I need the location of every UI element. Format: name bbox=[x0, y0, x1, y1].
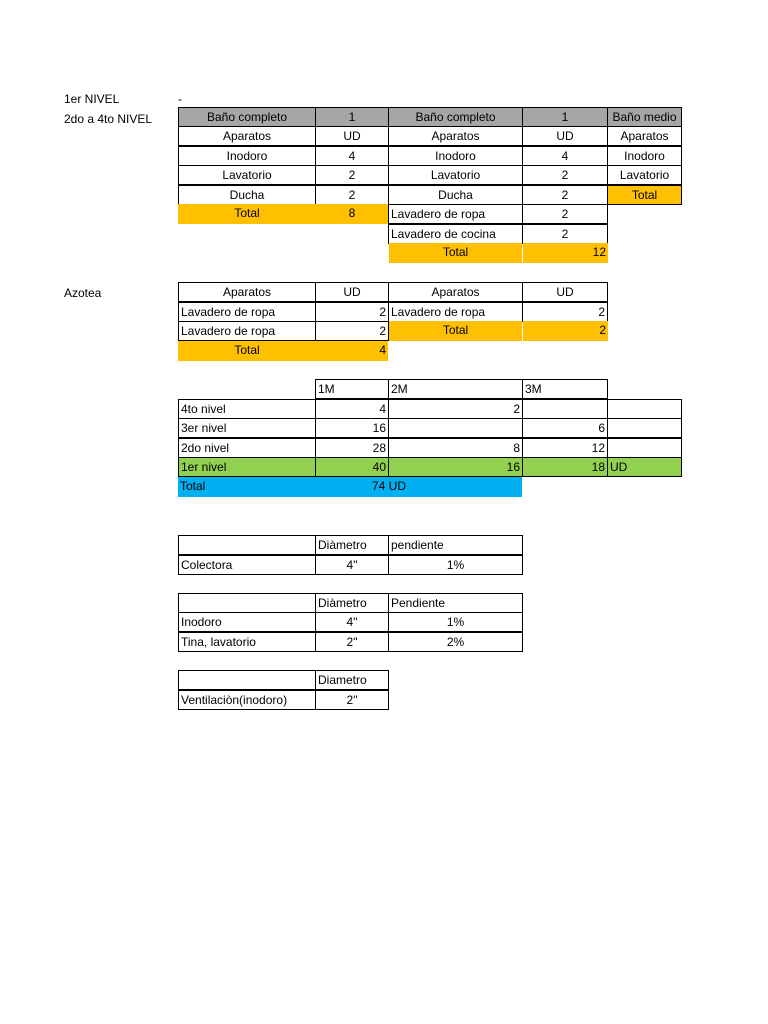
table-cell: 4" bbox=[315, 555, 389, 575]
table-cell: 2 bbox=[388, 399, 523, 419]
col-diametro: Diametro bbox=[315, 670, 389, 690]
total-value-b: 12 bbox=[523, 243, 608, 263]
table-cell bbox=[522, 399, 608, 419]
table-row-label: 4to nivel bbox=[178, 399, 316, 419]
table-row-label: Lavatorio bbox=[388, 165, 523, 185]
table-row-label: Ducha bbox=[388, 185, 523, 205]
table-row-label: Ventilaciòn(inodoro) bbox=[178, 690, 316, 710]
col-ud-b: UD bbox=[522, 126, 608, 146]
grand-total-label: Total bbox=[178, 477, 316, 497]
col-ud-a: UD bbox=[315, 126, 389, 146]
col-pendiente: Pendiente bbox=[388, 593, 523, 613]
table-row-label: Inodoro bbox=[388, 146, 523, 166]
total-label-b: Total bbox=[389, 321, 522, 341]
table-cell: 2" bbox=[315, 690, 389, 710]
table-row-label: 1er nivel bbox=[178, 457, 316, 477]
total-value-b: 2 bbox=[523, 321, 608, 341]
table-row-label: Lavadero de cocina bbox=[388, 224, 523, 244]
table-cell: 2% bbox=[388, 632, 523, 652]
levels-2-to-4-label: 2do a 4to NIVEL bbox=[64, 112, 153, 126]
table-row-label: Lavadero de ropa bbox=[388, 204, 523, 224]
grand-total-value-cell bbox=[316, 477, 522, 497]
col-header-3m: 3M bbox=[522, 379, 608, 399]
header-bano-completo-a: Baño completo bbox=[178, 107, 316, 127]
col-header-2m: 2M bbox=[388, 379, 523, 399]
table-cell-empty bbox=[607, 438, 682, 458]
col-aparatos-b: Aparatos bbox=[388, 282, 523, 302]
table-row-label: Inodoro bbox=[178, 612, 316, 632]
table-row-label: Lavadero de ropa bbox=[388, 302, 523, 322]
table-cell-empty bbox=[178, 670, 316, 690]
table-row-label: 2do nivel bbox=[178, 438, 316, 458]
table-row-value: 2 bbox=[522, 204, 608, 224]
dash-mark: - bbox=[178, 92, 182, 106]
header-bano-completo-b: Baño completo bbox=[388, 107, 523, 127]
table-row-value: 2 bbox=[522, 185, 608, 205]
table-row-value: 2 bbox=[315, 302, 389, 322]
table-cell: 16 bbox=[315, 418, 389, 438]
table-row-label: Lavadero de ropa bbox=[178, 302, 316, 322]
table-row-label: Lavatorio bbox=[178, 165, 316, 185]
header-qty-a: 1 bbox=[315, 107, 389, 127]
table-row-label: Inodoro bbox=[607, 146, 682, 166]
table-cell: 40 bbox=[315, 457, 389, 477]
table-row-value: 4 bbox=[315, 146, 389, 166]
col-aparatos-a: Aparatos bbox=[178, 126, 316, 146]
total-value-a: 8 bbox=[316, 204, 388, 224]
table-cell: 8 bbox=[388, 438, 523, 458]
table-cell-empty bbox=[178, 535, 316, 555]
unit-label: UD bbox=[607, 457, 682, 477]
level-1-label: 1er NIVEL bbox=[64, 92, 120, 106]
total-label-c: Total bbox=[607, 185, 682, 205]
table-cell: 1% bbox=[388, 555, 523, 575]
table-cell: 12 bbox=[522, 438, 608, 458]
table-row-label: 3er nivel bbox=[178, 418, 316, 438]
col-ud-b: UD bbox=[522, 282, 608, 302]
table-row-value: 2 bbox=[522, 224, 608, 244]
table-row-label: Ducha bbox=[178, 185, 316, 205]
table-cell: 4" bbox=[315, 612, 389, 632]
table-cell-empty bbox=[178, 593, 316, 613]
col-diametro: Diàmetro bbox=[315, 593, 389, 613]
table-row-label: Lavatorio bbox=[607, 165, 682, 185]
table-row-label: Inodoro bbox=[178, 146, 316, 166]
col-header-1m: 1M bbox=[315, 379, 389, 399]
total-label-a: Total bbox=[178, 204, 316, 224]
table-row-value: 2 bbox=[522, 165, 608, 185]
table-cell: 4 bbox=[315, 399, 389, 419]
table-cell: 1% bbox=[388, 612, 523, 632]
col-pendiente: pendiente bbox=[388, 535, 523, 555]
table-cell: 16 bbox=[388, 457, 523, 477]
header-qty-b: 1 bbox=[522, 107, 608, 127]
total-label-b: Total bbox=[389, 243, 522, 263]
table-cell: 6 bbox=[522, 418, 608, 438]
table-cell: 28 bbox=[315, 438, 389, 458]
table-row-value: 4 bbox=[522, 146, 608, 166]
table-cell-empty bbox=[607, 399, 682, 419]
table-row-value: 2 bbox=[315, 165, 389, 185]
table-cell bbox=[388, 418, 523, 438]
col-aparatos-b: Aparatos bbox=[388, 126, 523, 146]
col-diametro: Diàmetro bbox=[315, 535, 389, 555]
total-label-a: Total bbox=[178, 341, 316, 361]
col-aparatos-c: Aparatos bbox=[607, 126, 682, 146]
col-aparatos-a: Aparatos bbox=[178, 282, 316, 302]
grand-total-value: 74 UD bbox=[372, 479, 407, 493]
table-cell-empty bbox=[607, 418, 682, 438]
table-cell: 18 bbox=[522, 457, 608, 477]
azotea-label: Azotea bbox=[64, 286, 102, 300]
table-row-value: 2 bbox=[315, 321, 389, 341]
header-bano-medio: Baño medio bbox=[607, 107, 682, 127]
table-cell: 2" bbox=[315, 632, 389, 652]
table-row-label: Tina, lavatorio bbox=[178, 632, 316, 652]
table-row-value: 2 bbox=[315, 185, 389, 205]
col-ud-a: UD bbox=[315, 282, 389, 302]
table-row-label: Colectora bbox=[178, 555, 316, 575]
table-row-value: 2 bbox=[522, 302, 608, 322]
total-value-a: 4 bbox=[316, 341, 388, 361]
table-row-label: Lavadero de ropa bbox=[178, 321, 316, 341]
